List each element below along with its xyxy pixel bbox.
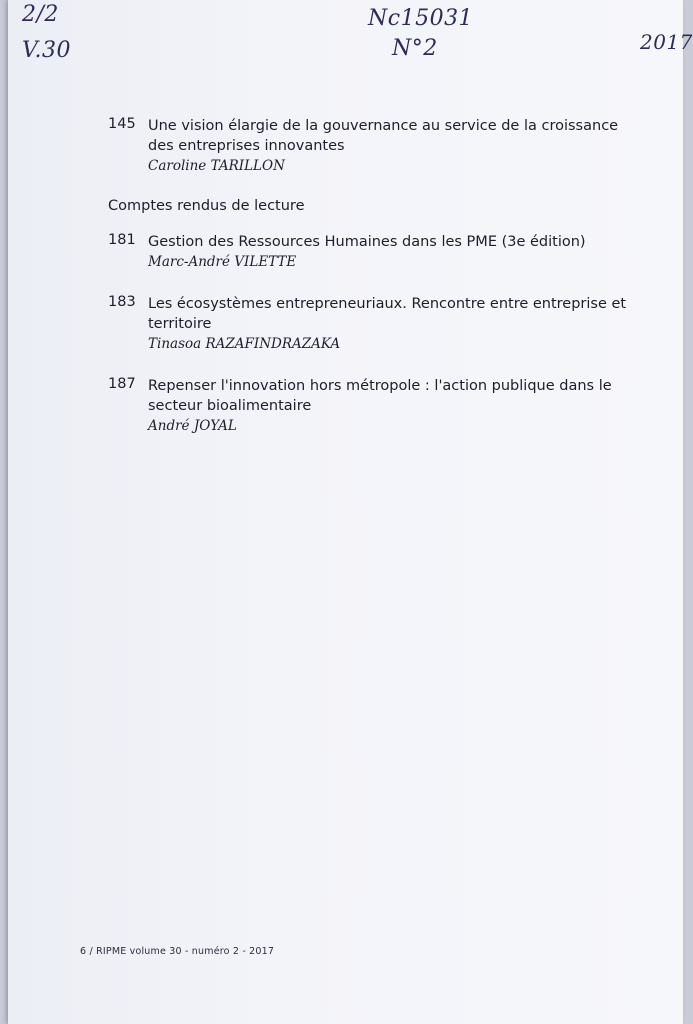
toc-entry xyxy=(108,376,628,436)
toc-page-number: 183 xyxy=(108,294,136,310)
toc-author: Tinasoa RAZAFINDRAZAKA xyxy=(148,336,341,352)
handwritten-catalog-number: Nc15031 xyxy=(368,6,474,31)
handwritten-volume: V.30 xyxy=(22,38,72,63)
document-page xyxy=(8,0,693,1024)
section-title: Comptes rendus de lecture xyxy=(108,198,305,214)
toc-page-number: 181 xyxy=(108,232,136,248)
handwritten-year: 2017 xyxy=(640,30,693,54)
toc-entry xyxy=(108,232,628,272)
toc-title: Une vision élargie de la gouvernance au service de la croissance des entreprises innovantes xyxy=(148,118,619,154)
handwritten-issue: N°2 xyxy=(392,36,438,61)
toc-page-number: 187 xyxy=(108,376,136,392)
handwritten-top-left: 2/2 xyxy=(22,2,59,27)
toc-title: Repenser l'innovation hors métropole : l'action publique dans le secteur bioalimentaire xyxy=(148,378,612,414)
toc-entry xyxy=(108,116,628,176)
toc-title: Gestion des Ressources Humaines dans les PME (3e édition) xyxy=(148,234,586,250)
page-footer: 6 / RIPME volume 30 - numéro 2 - 2017 xyxy=(80,946,275,957)
toc-author: Marc-André VILETTE xyxy=(148,254,297,270)
toc-title: Les écosystèmes entrepreneuriaux. Rencontre entre entreprise et territoire xyxy=(148,296,627,332)
toc-author: André JOYAL xyxy=(148,418,237,434)
toc-page-number: 145 xyxy=(108,116,136,132)
toc-author: Caroline TARILLON xyxy=(148,158,285,174)
toc-entry xyxy=(108,294,628,354)
